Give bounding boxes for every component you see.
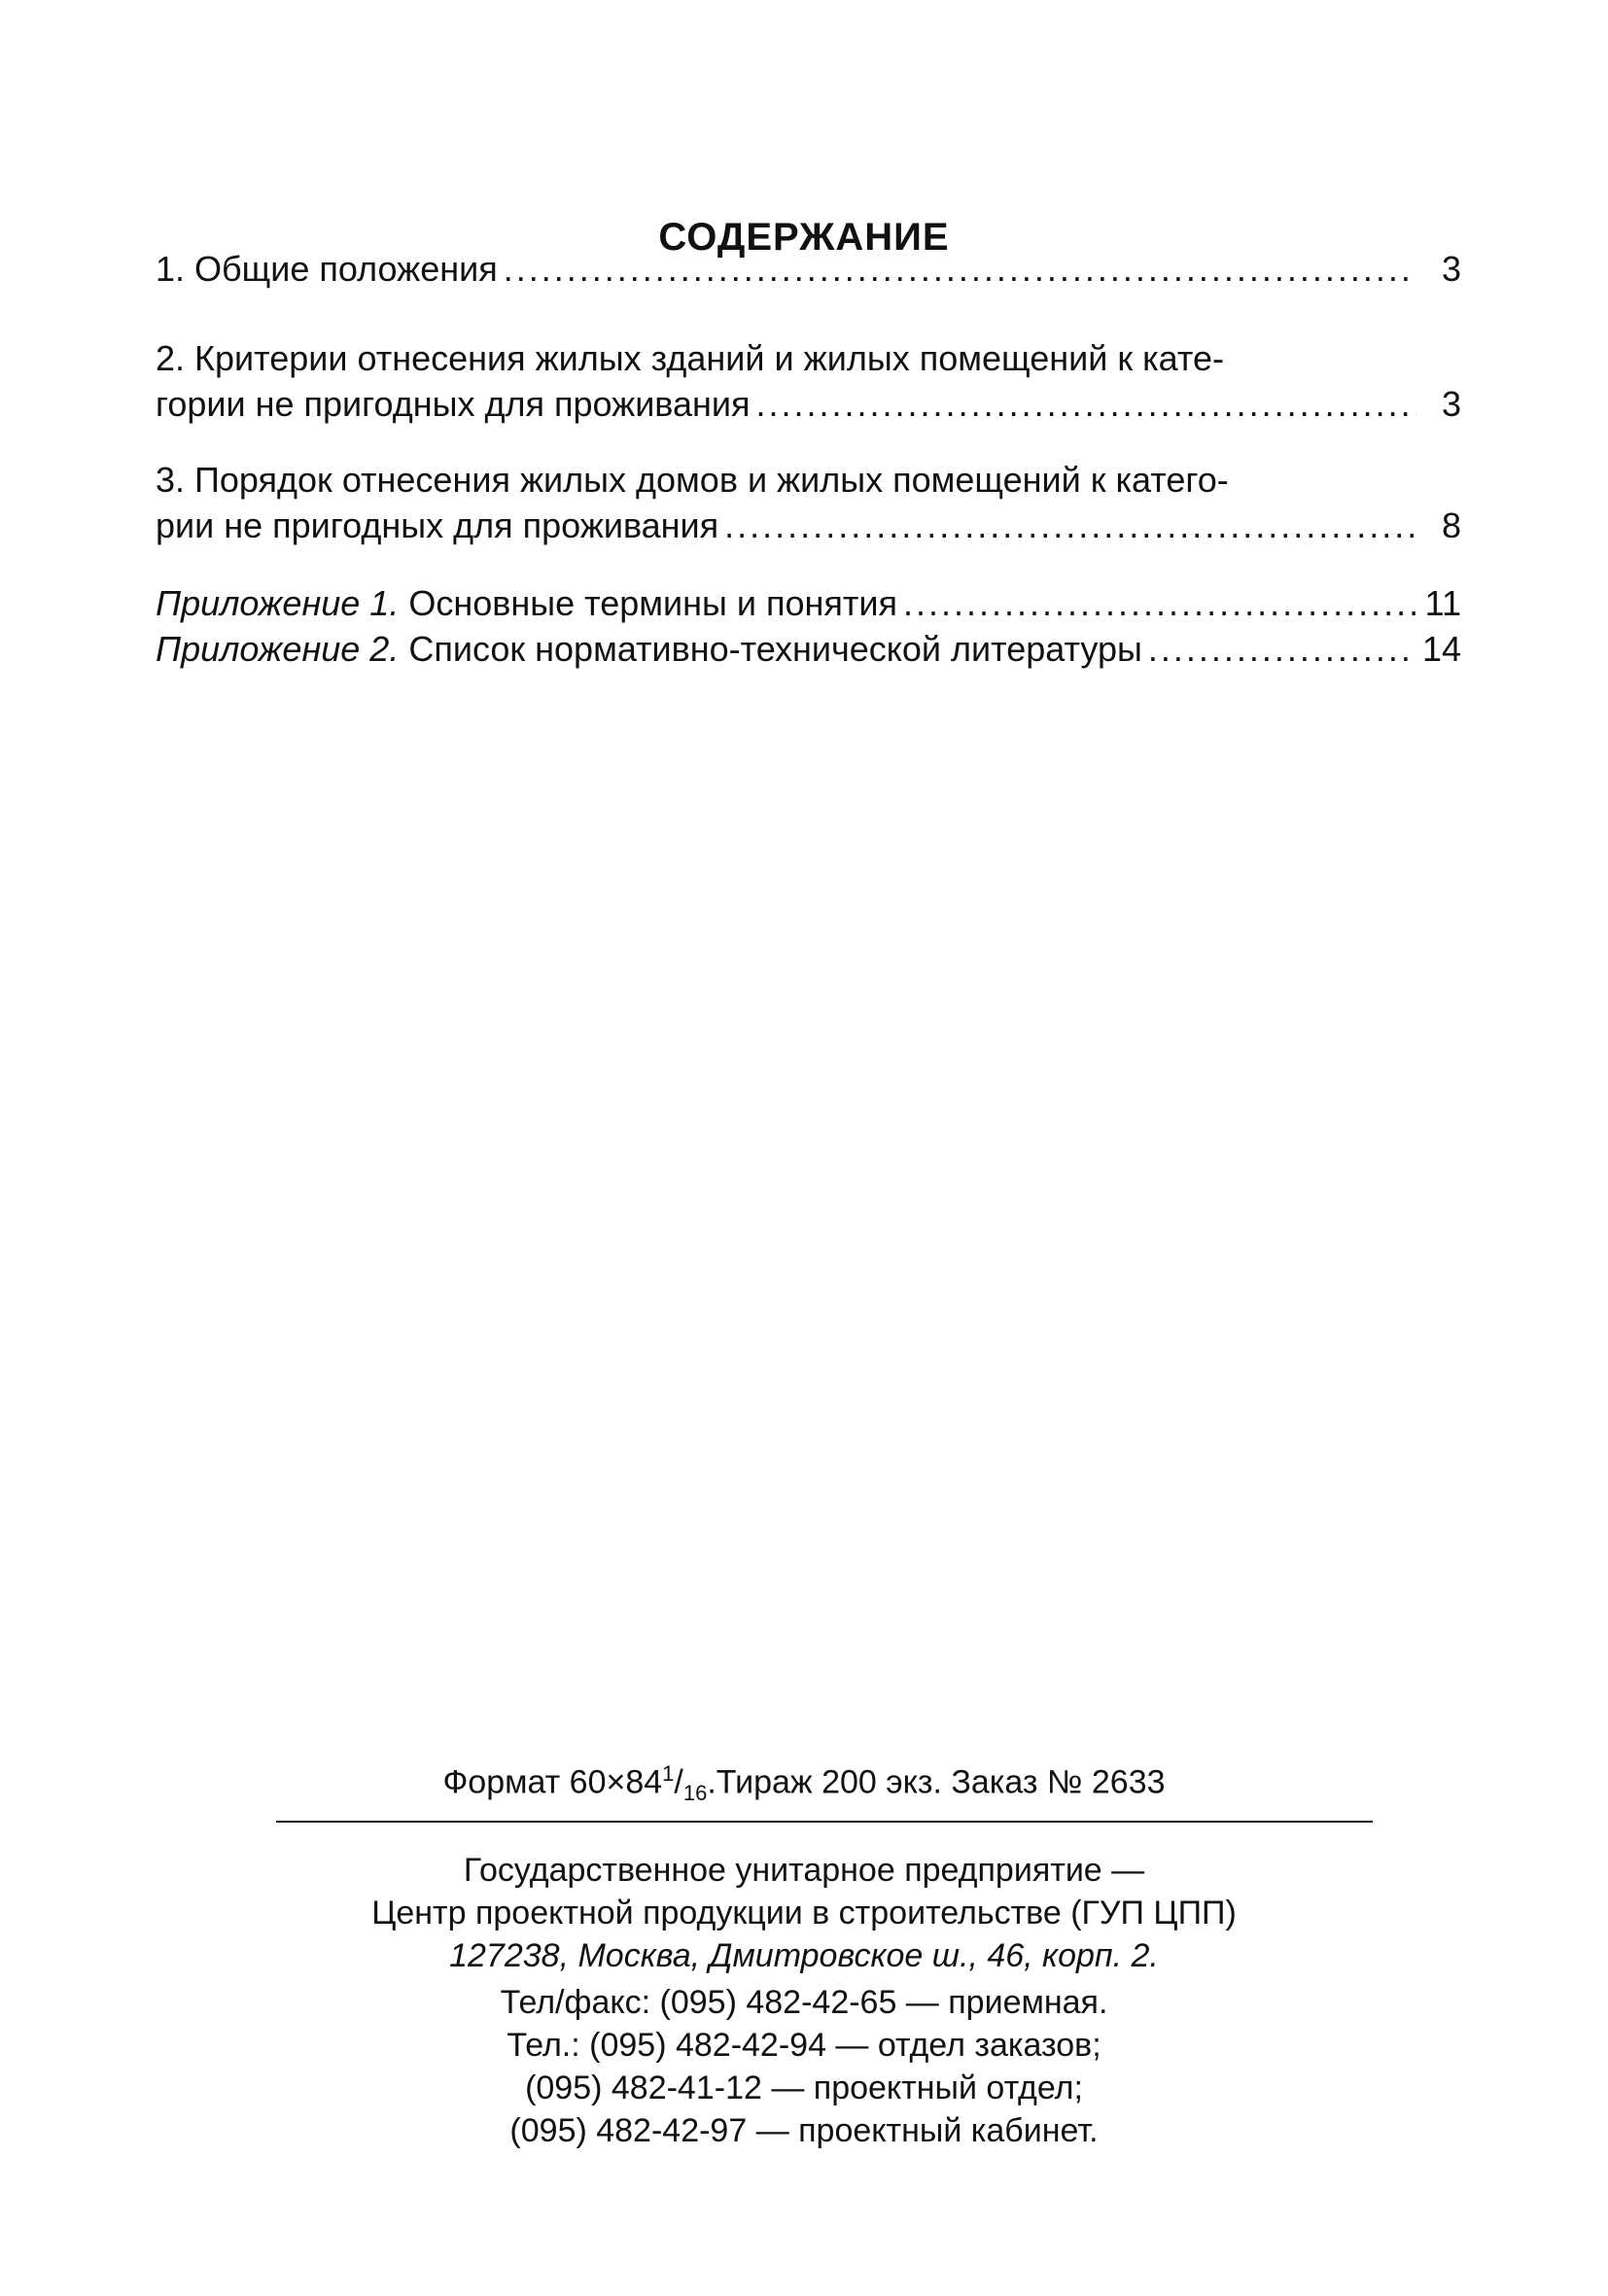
format-fraction-denominator: 16 xyxy=(682,1781,708,1806)
toc-entry-text: гории не пригодных для проживания xyxy=(156,384,751,424)
phone-reception: Тел/факс: (095) 482-42-65 — приемная. xyxy=(500,1984,1108,2021)
print-format-line xyxy=(0,1761,1608,1806)
publisher-block xyxy=(0,1849,1608,1977)
dot-leader xyxy=(504,246,1416,292)
appendix-label: Приложение 2. xyxy=(156,629,400,669)
toc-page-number: 3 xyxy=(1441,249,1461,289)
phone-design: (095) 482-41-12 — проектный отдел; xyxy=(525,2070,1083,2106)
publisher-line-1: Государственное унитарное предприятие — xyxy=(463,1852,1145,1889)
format-fraction-slash: / xyxy=(674,1763,683,1801)
publisher-address: 127238, Москва, Дмитровское ш., 46, корп. 2. xyxy=(449,1937,1159,1974)
format-label: Формат 60×84 xyxy=(442,1763,663,1801)
toc-entry-text: Основные термины и понятия xyxy=(408,583,898,623)
toc-page-number: 8 xyxy=(1441,505,1461,545)
toc-entry-text: Список нормативно-технической литературы xyxy=(408,629,1142,669)
toc-entry-text-line1: 2. Критерии отнесения жилых зданий и жилых помещений к кате- xyxy=(156,338,1224,378)
dot-leader xyxy=(903,580,1416,626)
toc-entry-3[interactable] xyxy=(156,457,1461,548)
contacts-block xyxy=(0,1981,1608,2152)
toc-entry-appendix-2[interactable] xyxy=(156,626,1461,672)
toc-entry-text: 1. Общие положения xyxy=(156,249,498,289)
print-run-and-order: .Тираж 200 экз. Заказ № 2633 xyxy=(707,1763,1166,1801)
toc-title: СОДЕРЖАНИЕ xyxy=(658,216,950,259)
dot-leader xyxy=(724,503,1416,548)
appendix-label: Приложение 1. xyxy=(156,583,400,623)
toc-entry-text: рии не пригодных для проживания xyxy=(156,505,719,545)
dot-leader xyxy=(756,381,1416,427)
phone-cabinet: (095) 482-42-97 — проектный кабинет. xyxy=(509,2112,1099,2149)
toc-entry-1[interactable] xyxy=(156,246,1461,292)
toc-page-number: 3 xyxy=(1441,384,1461,424)
dot-leader xyxy=(1148,626,1416,672)
toc-entry-text-line1: 3. Порядок отнесения жилых домов и жилых помещений к катего- xyxy=(156,460,1229,500)
toc-page-number: 11 xyxy=(1424,583,1461,623)
toc-page-number: 14 xyxy=(1421,629,1461,669)
phone-orders: Тел.: (095) 482-42-94 — отдел заказов; xyxy=(507,2027,1101,2064)
format-fraction-numerator: 1 xyxy=(662,1761,675,1786)
toc-entry-2[interactable] xyxy=(156,335,1461,427)
horizontal-divider xyxy=(276,1821,1373,1823)
toc-entry-appendix-1[interactable] xyxy=(156,580,1461,626)
publisher-line-2: Центр проектной продукции в строительстве (ГУП ЦПП) xyxy=(371,1895,1237,1931)
